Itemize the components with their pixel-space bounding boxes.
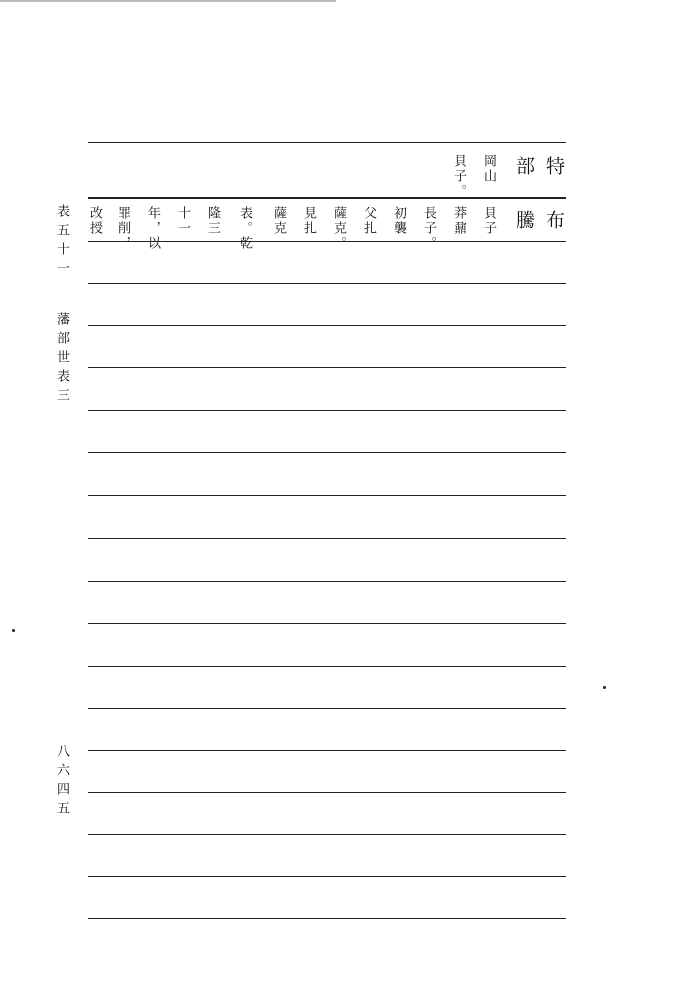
row1-col: 罪削， <box>115 206 130 251</box>
header-col-1: 岡山 <box>481 154 496 184</box>
row1-col: 貝子 <box>481 206 496 236</box>
row1-col: 年，以 <box>145 206 160 251</box>
table-rule <box>88 197 566 199</box>
row1-col: 十一 <box>175 206 190 236</box>
table-rule <box>88 283 566 284</box>
ink-speck <box>603 686 606 689</box>
table-rule <box>88 750 566 751</box>
row1-col: 改授 <box>87 206 102 236</box>
table-rule <box>88 834 566 835</box>
table-rule <box>88 666 566 667</box>
row1-col: 長子。 <box>421 206 436 251</box>
table-rule <box>88 142 566 143</box>
table-rule <box>88 325 566 326</box>
row1-col: 初襲 <box>391 206 406 236</box>
table-rule <box>88 792 566 793</box>
row1-col: 父扎 <box>361 206 376 236</box>
ink-speck <box>12 629 15 632</box>
table-rule <box>88 538 566 539</box>
row1-col: 表。乾 <box>237 206 252 251</box>
header-title-right: 特 <box>543 156 565 179</box>
margin-section: 藩部世表三 <box>54 312 69 407</box>
row1-col: 見扎 <box>301 206 316 236</box>
page-number: 八六四五 <box>54 744 69 820</box>
row1-col: 莽鼐 <box>451 206 466 236</box>
row1-col: 隆三 <box>205 206 220 236</box>
table-rule <box>88 623 566 624</box>
row1-col: 薩克 <box>271 206 286 236</box>
header-title-left: 部 <box>513 156 535 179</box>
table-rule <box>88 452 566 453</box>
table-rule <box>88 581 566 582</box>
top-border <box>0 0 336 2</box>
margin-chapter: 表五十一 <box>54 204 69 280</box>
row1-title-right: 布 <box>543 210 565 233</box>
row1-col: 薩克。 <box>331 206 346 251</box>
header-col-2: 貝子。 <box>451 154 466 199</box>
table-rule <box>88 918 566 919</box>
table-rule <box>88 410 566 411</box>
table-rule <box>88 876 566 877</box>
table-rule <box>88 495 566 496</box>
table-rule <box>88 367 566 368</box>
table-rule <box>88 708 566 709</box>
row1-title-left: 騰 <box>513 210 535 233</box>
